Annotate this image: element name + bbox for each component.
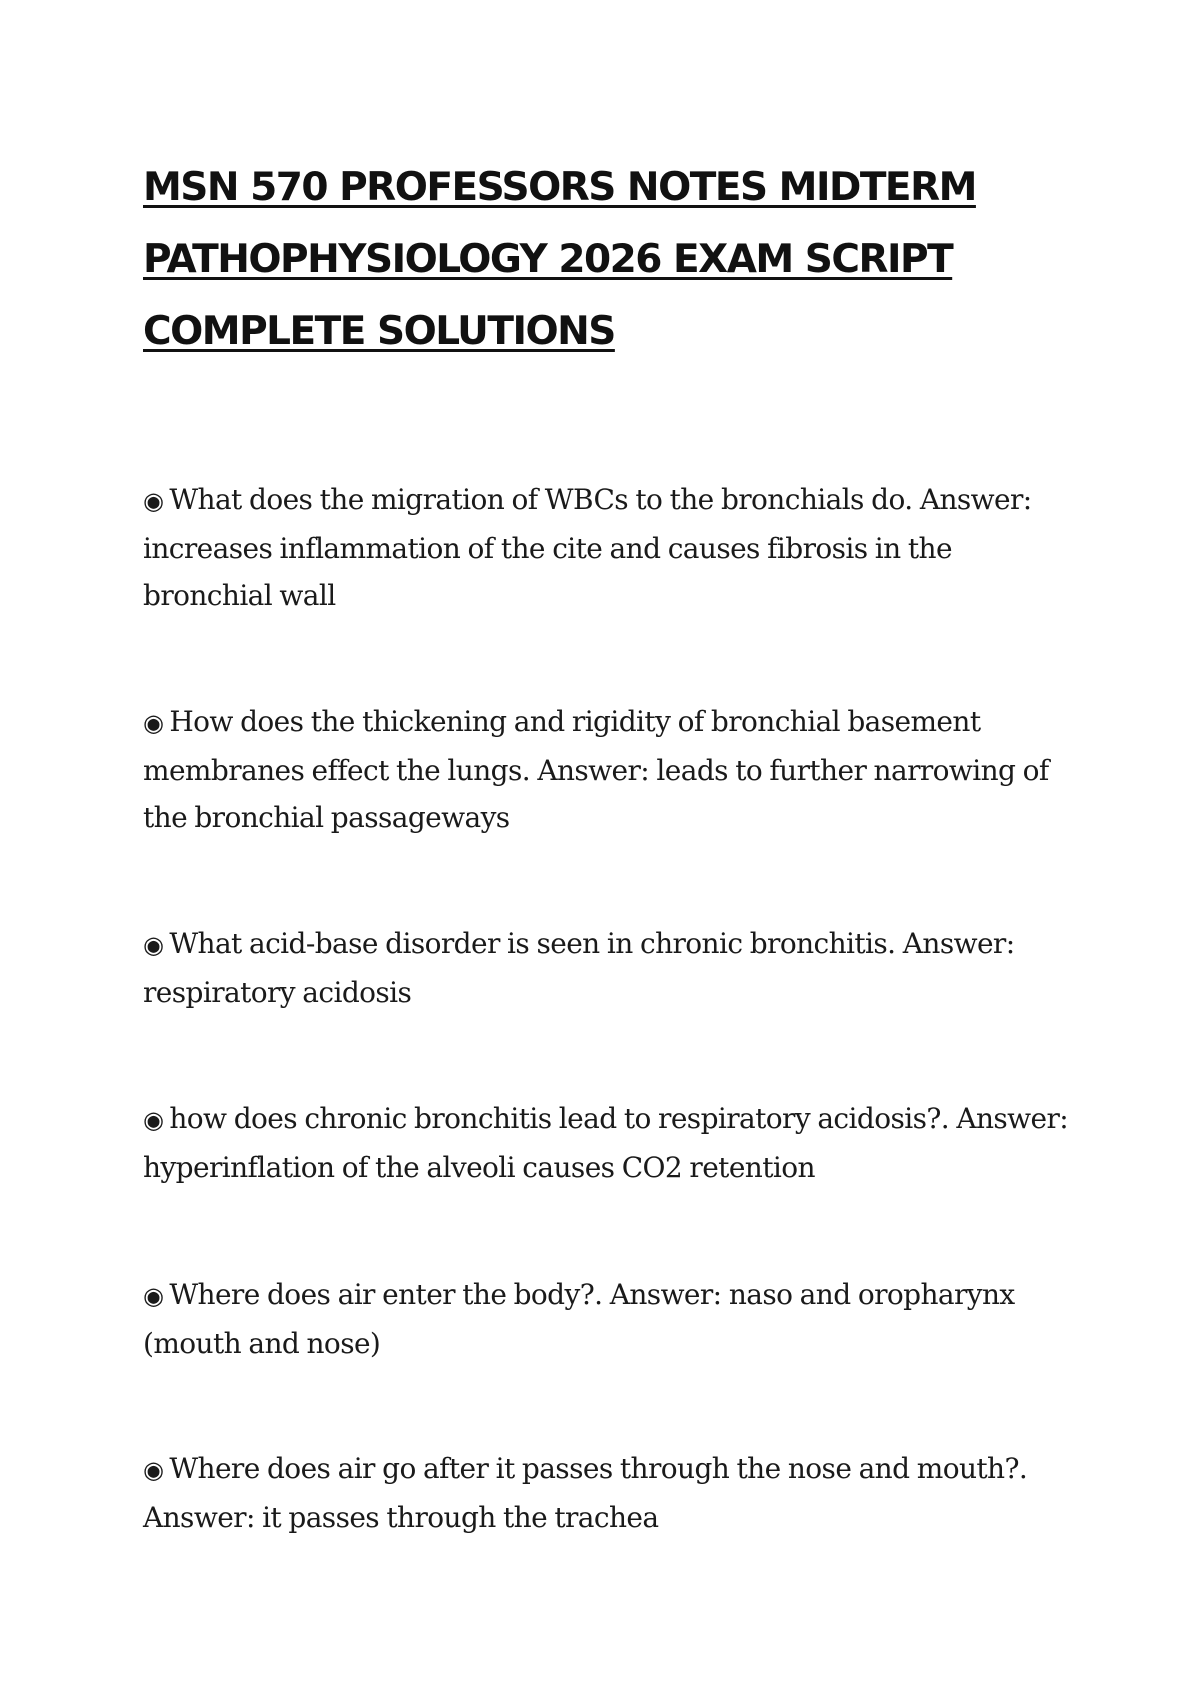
- bullet-icon: ◉: [143, 1282, 164, 1310]
- title-line-1: MSN 570 PROFESSORS NOTES MIDTERM: [143, 165, 976, 210]
- qa-item-5: [143, 1271, 1083, 1367]
- qa-item-3: [143, 920, 1083, 1016]
- bullet-icon: ◉: [143, 1106, 164, 1134]
- bullet-icon: ◉: [143, 709, 164, 737]
- qa-item-6: [143, 1445, 1083, 1541]
- qa-text: how does chronic bronchitis lead to respiratory acidosis?. Answer: hyperinflation of the alveoli causes CO2 retention: [143, 1102, 1069, 1184]
- qa-item-1: [143, 476, 1083, 619]
- qa-text: What acid-base disorder is seen in chronic bronchitis. Answer: respiratory acidosis: [143, 927, 1015, 1009]
- qa-item-2: [143, 698, 1083, 841]
- document-title: [143, 152, 1103, 368]
- title-line-2: PATHOPHYSIOLOGY 2026 EXAM SCRIPT: [143, 237, 953, 282]
- bullet-icon: ◉: [143, 1456, 164, 1484]
- qa-text: What does the migration of WBCs to the bronchials do. Answer: increases inflammation of the cite and causes fibrosis in the bronchial wall: [143, 483, 1032, 612]
- bullet-icon: ◉: [143, 931, 164, 959]
- qa-item-4: [143, 1095, 1083, 1191]
- qa-text: Where does air enter the body?. Answer: naso and oropharynx (mouth and nose): [143, 1278, 1015, 1360]
- bullet-icon: ◉: [143, 487, 164, 515]
- qa-text: Where does air go after it passes through the nose and mouth?. Answer: it passes through the trachea: [143, 1452, 1028, 1534]
- qa-text: How does the thickening and rigidity of bronchial basement membranes effect the lungs. Answer: leads to further narrowing of the bronchial passageways: [143, 705, 1049, 834]
- title-line-3: COMPLETE SOLUTIONS: [143, 309, 615, 354]
